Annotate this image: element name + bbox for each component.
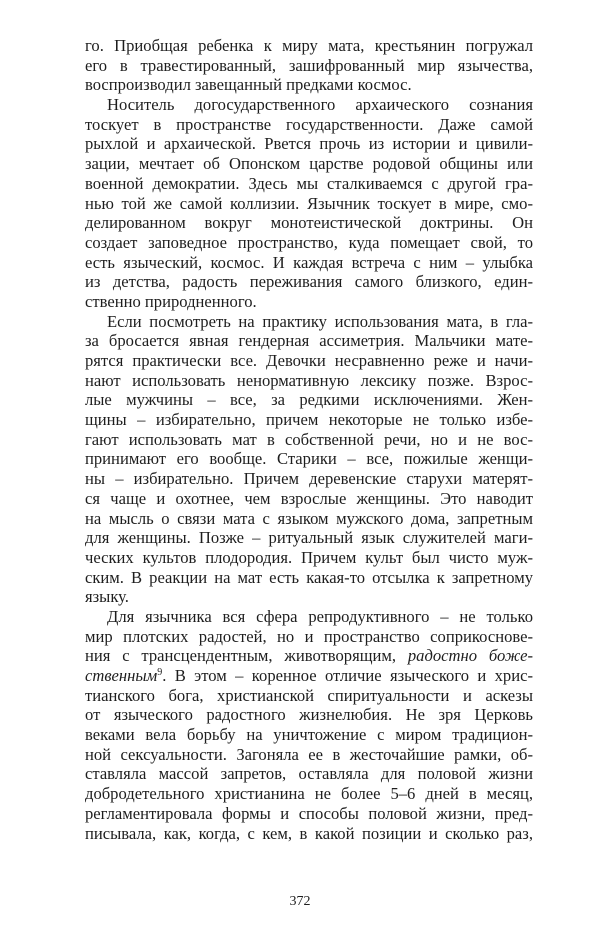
text-line bbox=[85, 705, 533, 725]
text-segment: создает заповедное пространство, куда помещает свой, то bbox=[85, 232, 533, 252]
text-line bbox=[85, 194, 533, 214]
text-segment: ственно природненного. bbox=[85, 291, 257, 311]
text-line bbox=[85, 509, 533, 529]
text-line bbox=[85, 784, 533, 804]
text-line bbox=[85, 331, 533, 351]
text-line bbox=[85, 666, 533, 686]
text-segment: зации, мечтает об Опонском царстве родовой общины или bbox=[85, 154, 533, 174]
emphasis-text: ственным bbox=[85, 666, 158, 685]
text-segment: Носитель догосударственного архаического сознания bbox=[107, 95, 533, 115]
emphasis-text: радостно боже- bbox=[407, 646, 533, 666]
text-segment: го. Приобщая ребенка к миру мата, крестьянин погружал bbox=[85, 36, 533, 55]
text-segment: рятся практически все. Девочки несравненно реже и начи- bbox=[85, 351, 533, 370]
text-segment: добродетельного христианина не более 5–6 дней в месяц, bbox=[85, 784, 533, 804]
text-line bbox=[85, 390, 533, 410]
text-line bbox=[85, 646, 533, 666]
text-line bbox=[85, 548, 533, 568]
text-line bbox=[85, 745, 533, 765]
text-segment: . В этом – коренное отличие языческого и хрис- bbox=[162, 666, 533, 685]
text-segment: языку. bbox=[85, 587, 129, 607]
text-line bbox=[85, 725, 533, 745]
text-line bbox=[85, 253, 533, 273]
text-segment: из детства, радость переживания самого близкого, един- bbox=[85, 272, 533, 292]
text-segment: от языческого радостного жизнелюбия. Не зря Церковь bbox=[85, 705, 533, 725]
text-line bbox=[85, 75, 533, 95]
text-line bbox=[85, 292, 533, 312]
text-segment: лые мужчины – все, за редкими исключениями. Жен- bbox=[85, 390, 533, 410]
text-segment: мир плотских радостей, но и пространство соприкоснове- bbox=[85, 626, 533, 646]
text-line bbox=[85, 607, 533, 627]
text-segment: принимают его вообще. Старики – все, пожилые женщи- bbox=[85, 449, 533, 469]
paragraph bbox=[85, 95, 533, 312]
footnote-marker: 9 bbox=[157, 667, 163, 678]
page-number: 372 bbox=[289, 894, 311, 909]
text-line bbox=[85, 134, 533, 154]
text-line bbox=[85, 174, 533, 194]
text-line bbox=[85, 56, 533, 76]
text-segment: рыхлой и архаической. Рвется прочь из истории и цивили- bbox=[85, 134, 533, 154]
text-line bbox=[85, 627, 533, 647]
text-segment: воспроизводил завещанный предками космос. bbox=[85, 75, 412, 95]
text-line bbox=[85, 213, 533, 233]
text-segment: его в травестированный, зашифрованный мир язычества, bbox=[85, 55, 533, 75]
text-line bbox=[85, 587, 533, 607]
text-segment: тианского бога, христианской спиритуальности и аскезы bbox=[85, 685, 533, 705]
text-line bbox=[85, 36, 533, 56]
text-line bbox=[85, 410, 533, 430]
text-line bbox=[85, 371, 533, 391]
text-segment: Если посмотреть на практику использования мата, в гла- bbox=[107, 311, 533, 331]
body-text bbox=[85, 36, 533, 843]
text-line bbox=[85, 686, 533, 706]
text-line bbox=[85, 272, 533, 292]
text-line bbox=[85, 824, 533, 844]
text-segment: военной демократии. Здесь мы сталкиваемся с другой гра- bbox=[85, 173, 533, 193]
text-line bbox=[85, 804, 533, 824]
text-segment: веками вела борьбу на уничтожение с миром традицион- bbox=[85, 725, 533, 745]
paragraph bbox=[85, 312, 533, 607]
text-line bbox=[85, 351, 533, 371]
text-line bbox=[85, 312, 533, 332]
text-segment: Для язычника вся сфера репродуктивного – не только bbox=[107, 606, 533, 626]
text-line bbox=[85, 233, 533, 253]
text-line bbox=[85, 95, 533, 115]
text-segment: делированном вокруг монотеистической доктрины. Он bbox=[85, 213, 533, 233]
text-segment: ния с трансцендентным, животворящим, bbox=[85, 646, 408, 666]
text-segment: ся чаще и охотнее, чем взрослые женщины. Это наводит bbox=[85, 488, 533, 508]
text-line bbox=[85, 764, 533, 784]
text-segment: нают использовать ненормативную лексику позже. Взрос- bbox=[85, 370, 533, 390]
text-segment: ной сексуальности. Загоняла ее в жесточайшие рамки, об- bbox=[85, 744, 533, 764]
text-line bbox=[85, 115, 533, 135]
text-line bbox=[85, 568, 533, 588]
text-line bbox=[85, 430, 533, 450]
text-segment: ставляла массой запретов, оставляла для половой жизни bbox=[85, 764, 533, 784]
text-segment: ческих культов плодородия. Причем культ был чисто муж- bbox=[85, 547, 533, 567]
text-segment: ским. В реакции на мат есть какая-то отсылка к запретному bbox=[85, 567, 533, 587]
text-line bbox=[85, 469, 533, 489]
text-segment: регламентировала формы и способы половой жизни, пред- bbox=[85, 803, 533, 823]
text-segment: тоскует в пространстве государственности. Даже самой bbox=[85, 114, 533, 134]
text-line bbox=[85, 489, 533, 509]
text-segment: нью той же самой коллизии. Язычник тоскует в мире, смо- bbox=[85, 193, 533, 213]
text-segment: щины – избирательно, причем некоторые не только избе- bbox=[85, 410, 533, 430]
text-segment: гают использовать мат в собственной речи, но и не вос- bbox=[85, 429, 533, 449]
text-segment: писывала, как, когда, с кем, в какой позиции и сколько раз, bbox=[85, 823, 533, 843]
text-line bbox=[85, 449, 533, 469]
text-segment: ны – избирательно. Причем деревенские старухи матерят- bbox=[85, 469, 533, 489]
text-line bbox=[85, 528, 533, 548]
text-segment: есть языческий, космос. И каждая встреча с ним – улыбка bbox=[85, 252, 533, 272]
text-segment: для женщины. Позже – ритуальный язык служителей маги- bbox=[85, 528, 533, 548]
paragraph bbox=[85, 607, 533, 843]
paragraph bbox=[85, 36, 533, 95]
text-segment: на мысль о связи мата с языком мужского дома, запретным bbox=[85, 508, 533, 528]
text-line bbox=[85, 154, 533, 174]
text-segment: за бросается явная гендерная ассиметрия. Мальчики мате- bbox=[85, 331, 533, 351]
